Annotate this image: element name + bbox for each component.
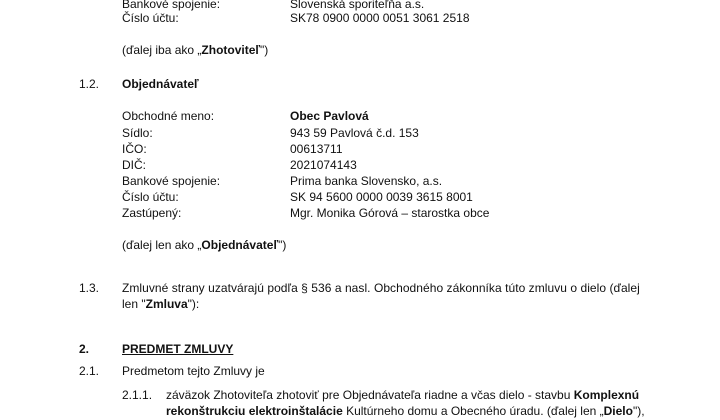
section-2-1-1-line1-bold: Komplexnú: [573, 388, 640, 402]
objednavatel-name-value: Obec Pavlová: [290, 109, 369, 123]
objednavatel-dic-label: DIČ:: [122, 158, 146, 172]
objednavatel-represented-value: Mgr. Monika Górová – starostka obce: [290, 206, 490, 220]
section-2-1-1-line2: [166, 404, 645, 418]
zhotovitel-further-note: [122, 43, 268, 57]
objednavatel-bank-label: Bankové spojenie:: [122, 174, 221, 188]
zhotovitel-further-suffix: "): [260, 43, 269, 57]
objednavatel-dic-value: 2021074143: [290, 158, 357, 172]
section-1-3-line2-bold: Zmluva: [145, 297, 188, 311]
section-1-2-number: 1.2.: [79, 77, 100, 91]
section-1-3-line2: [122, 297, 199, 311]
section-2-1-1-line1: [166, 388, 639, 402]
zhotovitel-account-label: Číslo účtu:: [122, 11, 179, 25]
section-2-1-1-line1-text: záväzok Zhotoviteľa zhotoviť pre Objednávateľa riadne a včas dielo - stavbu: [166, 388, 574, 402]
objednavatel-seat-label: Sídlo:: [122, 126, 153, 140]
zhotovitel-account-value: SK78 0900 0000 0051 3061 2518: [290, 11, 470, 25]
section-2-1-number: 2.1.: [79, 364, 100, 378]
section-2-1-1-line2-text: Kultúrneho domu a Obecného úradu. (ďalej len „: [342, 404, 604, 418]
objednavatel-further-suffix: "): [278, 238, 287, 252]
section-2-1-1-line2-end: "),: [632, 404, 645, 418]
section-2-1-1-number: 2.1.1.: [122, 388, 153, 402]
objednavatel-bank-value: Prima banka Slovensko, a.s.: [290, 174, 443, 188]
objednavatel-account-label: Číslo účtu:: [122, 190, 179, 204]
objednavatel-represented-label: Zastúpený:: [122, 206, 182, 220]
section-2-1-1-line2-bold2: Dielo: [603, 404, 633, 418]
objednavatel-account-value: SK 94 5600 0000 0039 3615 8001: [290, 190, 473, 204]
objednavatel-further-prefix: (ďalej len ako „: [122, 238, 202, 252]
objednavatel-name-label: Obchodné meno:: [122, 109, 215, 123]
objednavatel-further-bold: Objednávateľ: [201, 238, 279, 252]
section-1-2-title: Objednávateľ: [122, 77, 199, 91]
section-2-1-1-line2-bold: rekonštrukciu elektroinštalácie: [166, 404, 343, 418]
section-2-number: 2.: [79, 342, 90, 356]
zhotovitel-bank-label: Bankové spojenie:: [122, 0, 221, 11]
section-1-3-line1: Zmluvné strany uzatvárajú podľa § 536 a nasl. Obchodného zákonníka túto zmluvu o dielo (ďalej: [122, 281, 640, 295]
section-1-3-line2-prefix: len ": [122, 297, 146, 311]
zhotovitel-bank-value: Slovenská sporiteľňa a.s.: [290, 0, 425, 11]
objednavatel-further-note: [122, 238, 286, 252]
section-1-3-line2-suffix: "):: [187, 297, 200, 311]
zhotovitel-further-bold: Zhotoviteľ: [201, 43, 261, 57]
objednavatel-seat-value: 943 59 Pavlová č.d. 153: [290, 126, 419, 140]
section-2-1-text: Predmetom tejto Zmluvy je: [122, 364, 265, 378]
objednavatel-ico-label: IČO:: [122, 142, 147, 156]
objednavatel-ico-value: 00613711: [290, 142, 343, 156]
section-1-3-number: 1.3.: [79, 281, 100, 295]
section-2-title: PREDMET ZMLUVY: [122, 342, 234, 356]
zhotovitel-further-prefix: (ďalej iba ako „: [122, 43, 202, 57]
